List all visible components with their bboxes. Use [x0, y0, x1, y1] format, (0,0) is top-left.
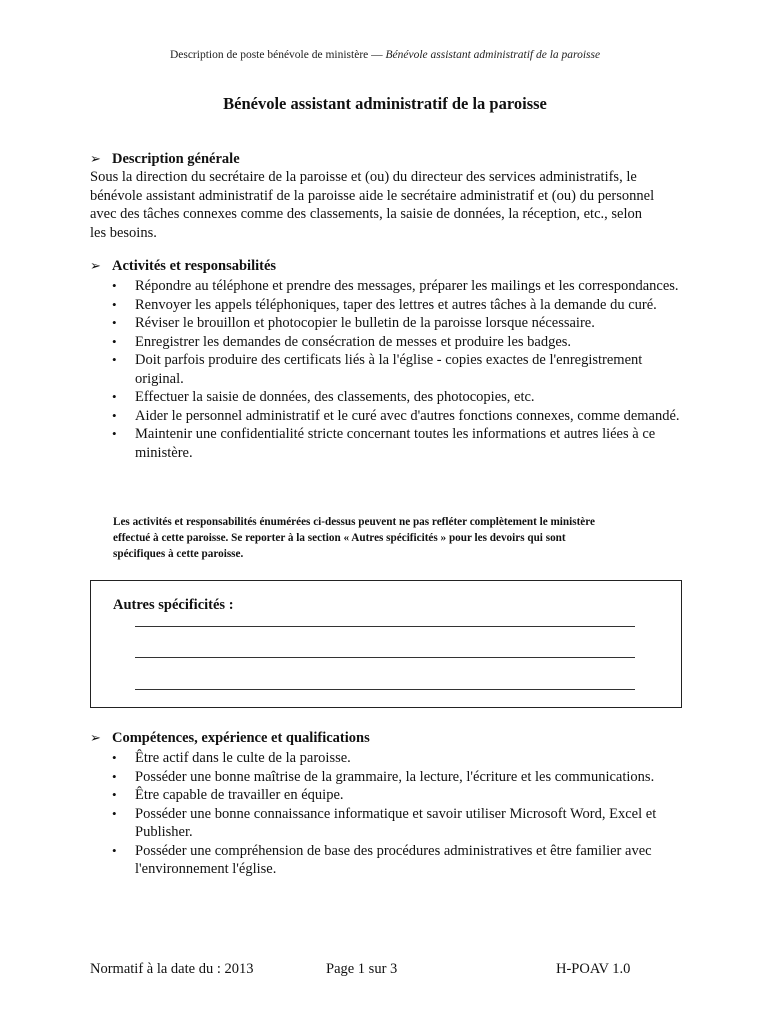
bullet-icon: • [112, 352, 117, 367]
blank-line[interactable] [135, 689, 635, 690]
section-heading [90, 257, 690, 275]
list-item [90, 296, 690, 315]
list-item [90, 842, 690, 879]
list-item-text: Posséder une bonne connaissance informatique et savoir utiliser Microsoft Word, Excel et Publisher. [135, 805, 657, 840]
footer-date: Normatif à la date du : 2013 [90, 961, 254, 977]
list-item-text: Être capable de travailler en équipe. [135, 787, 344, 803]
bullet-icon: • [112, 750, 117, 765]
list-item-text: Doit parfois produire des certificats liés à la l'église - copies exactes de l'enregistrement original. [135, 352, 643, 387]
bullet-icon: • [112, 296, 117, 312]
section-heading [90, 150, 690, 168]
list-item-text: Aider le personnel administratif et le curé avec d'autres fonctions connexes, comme demandé. [135, 407, 680, 424]
heading-text: Compétences, expérience et qualifications [112, 730, 370, 746]
list-item [90, 314, 690, 333]
footer-document-code: H-POAV 1.0 [556, 961, 631, 977]
list-item [90, 749, 690, 768]
arrow-bullet-icon: ➢ [90, 730, 101, 745]
section-description [90, 150, 690, 242]
blank-line[interactable] [135, 657, 635, 658]
list-item [90, 407, 690, 426]
description-line: bénévole assistant administratif de la paroisse aide le secrétaire administratif et (ou) du personnel [90, 187, 655, 204]
list-item [90, 388, 690, 407]
bullet-icon: • [112, 768, 117, 784]
bullet-icon: • [112, 315, 117, 330]
footer-page-number: Page 1 sur 3 [326, 961, 398, 977]
list-item-text: Réviser le brouillon et photocopier le bulletin de la paroisse lorsque nécessaire. [135, 315, 595, 331]
list-item-text: Posséder une bonne maîtrise de la grammaire, la lecture, l'écriture et les communications. [135, 768, 655, 785]
heading-text: Activités et responsabilités [112, 258, 277, 274]
description-line: Sous la direction du secrétaire de la paroisse et (ou) du directeur des services administratifs, le [90, 169, 637, 185]
description-line: avec des tâches connexes comme des classements, la saisie de données, la réception, etc., selon [90, 206, 642, 222]
list-item [90, 786, 690, 805]
list-item [90, 277, 690, 296]
competences-list [90, 749, 690, 879]
section-competences [90, 729, 690, 879]
list-item [90, 768, 690, 787]
activities-list [90, 277, 690, 462]
list-item-text: Enregistrer les demandes de consécration de messes et produire les badges. [135, 333, 572, 350]
list-item [90, 425, 690, 462]
header-prefix: Description de poste bénévole de ministère — [169, 49, 383, 61]
arrow-bullet-icon: ➢ [90, 258, 101, 273]
box-title: Autres spécificités : [113, 597, 234, 613]
bullet-icon: • [112, 805, 117, 821]
description-line: les besoins. [90, 224, 157, 241]
bullet-icon: • [112, 278, 117, 293]
list-item-text: Posséder une compréhension de base des procédures administratives et être familier avec l'environnement l'église. [135, 842, 652, 877]
activities-note [113, 514, 673, 562]
bullet-icon: • [112, 389, 117, 404]
list-item [90, 333, 690, 352]
list-item-text: Répondre au téléphone et prendre des messages, préparer les mailings et les correspondances. [135, 278, 679, 294]
arrow-bullet-icon: ➢ [90, 151, 101, 166]
bullet-icon: • [112, 842, 117, 858]
list-item-text: Maintenir une confidentialité stricte concernant toutes les informations et autres liées à ce ministère. [135, 426, 656, 461]
list-item [90, 805, 690, 842]
blank-line[interactable] [135, 626, 635, 627]
list-item-text: Effectuer la saisie de données, des classements, des photocopies, etc. [135, 389, 535, 405]
section-activities [90, 257, 690, 462]
note-line: Les activités et responsabilités énumérées ci-dessus peuvent ne pas refléter complètement le ministère [113, 516, 596, 528]
page-header [0, 49, 770, 61]
header-italic-title: Bénévole assistant administratif de la paroisse [385, 49, 601, 61]
section-heading [90, 729, 690, 747]
heading-text: Description générale [112, 151, 240, 167]
bullet-icon: • [112, 426, 117, 441]
document-title: Bénévole assistant administratif de la paroisse [223, 94, 547, 113]
bullet-icon: • [112, 333, 117, 349]
note-line: spécifiques à cette paroisse. [113, 548, 244, 560]
list-item [90, 351, 690, 388]
list-item-text: Renvoyer les appels téléphoniques, taper des lettres et autres tâches à la demande du curé. [135, 296, 657, 313]
list-item-text: Être actif dans le culte de la paroisse. [135, 750, 351, 766]
bullet-icon: • [112, 407, 117, 423]
note-line: effectué à cette paroisse. Se reporter à la section « Autres spécificités » pour les devoirs qui sont [113, 532, 566, 544]
autres-specificites-box [90, 580, 682, 708]
bullet-icon: • [112, 787, 117, 802]
